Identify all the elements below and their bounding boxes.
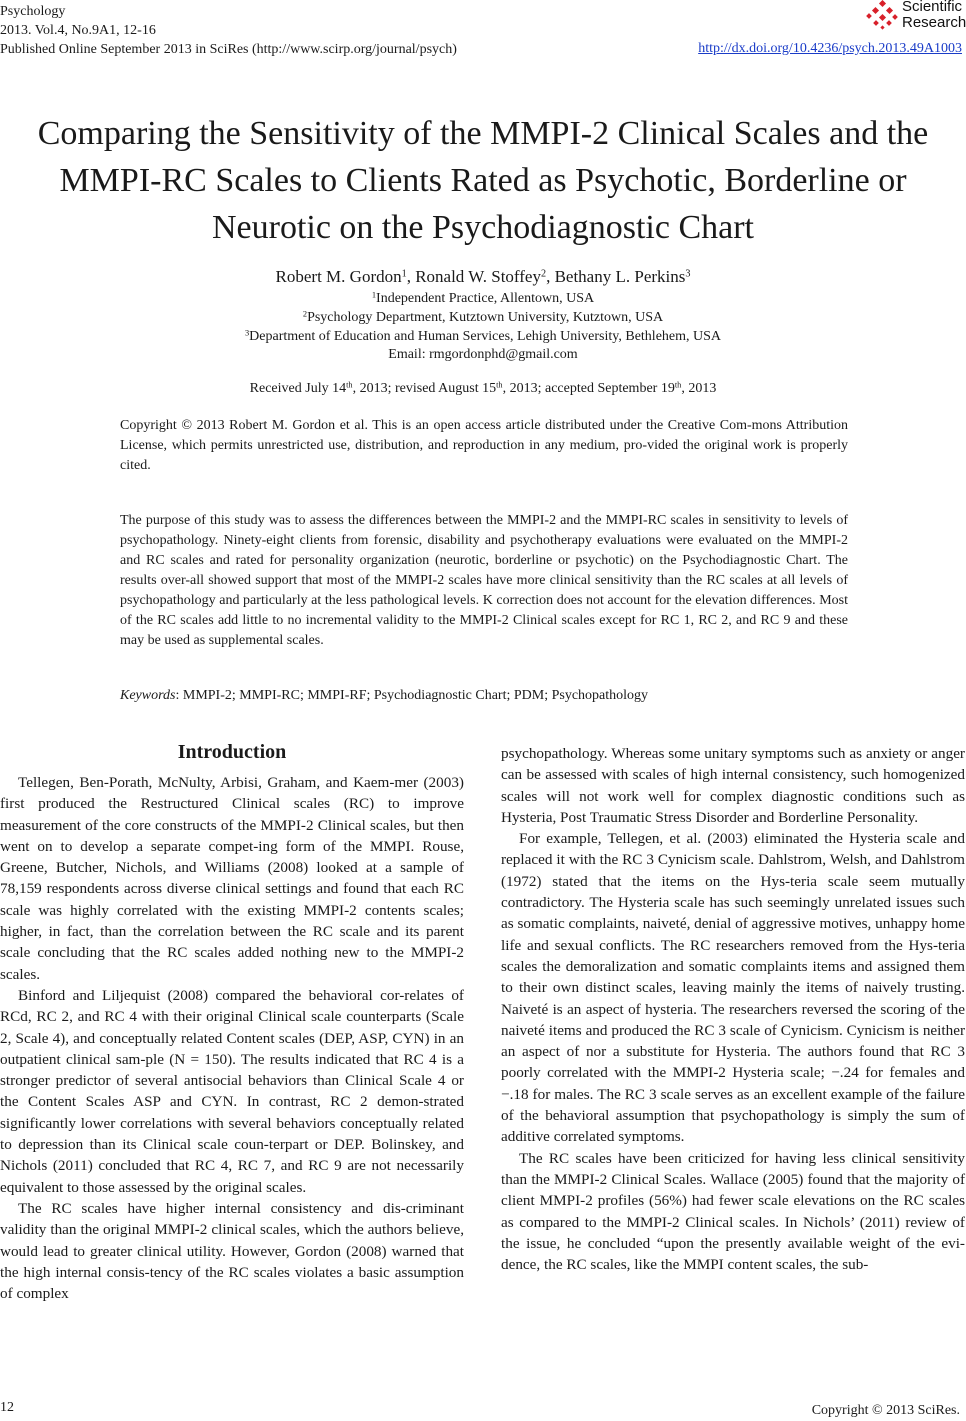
paragraph: The RC scales have been criticized for having less clinical sensitivity than the MMPI-2 Clinical Scales. Wallace (2005) found that the majority of client MMPI-2 profiles (56%) had fewer scale elevations on the RC scales as compared to the MMPI-2 Clinical scales. In Nichols’ (2011) review of the issue, he concluded “upon the presently available weight of the evi-dence, the RC scales, like the MMPI content scales, the sub- bbox=[501, 1149, 965, 1274]
publication-info: Published Online September 2013 in SciRes (http://www.scirp.org/journal/psych) bbox=[0, 42, 457, 57]
journal-name: Psychology bbox=[0, 4, 66, 19]
date-sup: th bbox=[674, 380, 682, 390]
journal-volume: 2013. Vol.4, No.9A1, 12-16 bbox=[0, 23, 156, 38]
author-sup: 1 bbox=[401, 268, 407, 280]
affiliation-sup: 3 bbox=[244, 328, 250, 338]
affiliation-text: Independent Practice, Allentown, USA bbox=[376, 291, 595, 306]
date-sup: th bbox=[346, 380, 353, 390]
logo-text-line1: Scientific bbox=[902, 0, 963, 15]
paragraph: For example, Tellegen, et al. (2003) eliminated the Hysteria scale and replaced it with the RC 3 Cynicism scale. Dahlstrom, Welsh, and Dahlstrom (1972) stated that the items on the Hys-teria scale seem mutually contradictory. The Hysteria scale has such seemingly unrelated issues such as somatic complaints, naiveté, denial of aggressive motives, unhappy home life and sexual conflicts. The RC researchers removed from the Hys-teria scales the demoralization and somatic complaints items and assigned them to their own distinct scales, leaving mainly the items of naively trusting. Naiveté is an aspect of hysteria. The researchers reversed the scoring of the naiveté items and produced the RC 3 scale of Cynicism. Cynicism is neither an aspect of nor a substitute for Hysteria. The authors found that RC 3 poorly correlated with the MMPI-2 Hysteria scale; −.24 for females and −.18 for males. The RC 3 scale serves as an excellent example of the failure of the behavioral assumption that psychopathology is simply the sum of additive correlated symptoms. bbox=[501, 830, 965, 1146]
affiliation bbox=[0, 309, 966, 327]
author-list bbox=[0, 266, 966, 288]
affiliation-text: Department of Education and Human Services, Lehigh University, Bethlehem, USA bbox=[249, 329, 722, 344]
author-name: Ronald W. Stoffey bbox=[415, 267, 541, 286]
date-sup: th bbox=[496, 380, 503, 390]
author-name: Robert M. Gordon bbox=[275, 267, 402, 286]
doi-link[interactable]: http://dx.doi.org/10.4236/psych.2013.49A1003 bbox=[698, 41, 962, 56]
paper-title: Comparing the Sensitivity of the MMPI-2 Clinical Scales and the MMPI-RC Scales to Clients Rated as Psychotic, Borderline or Neurotic on the Psychodiagnostic Chart bbox=[37, 115, 929, 246]
affiliation bbox=[0, 328, 966, 346]
page-number: 12 bbox=[0, 1400, 14, 1415]
logo-mark-icon bbox=[866, 0, 900, 30]
copyright-notice: Copyright © 2013 Robert M. Gordon et al. This is an open access article distributed under the Creative Com-mons Attribution License, which permits unrestricted use, distribution, and reproduction in any medium, pro-vided the original work is properly cited. bbox=[120, 418, 848, 473]
footer-copyright: Copyright © 2013 SciRes. bbox=[811, 1403, 960, 1418]
author-separator: , bbox=[406, 267, 416, 286]
author-name: Bethany L. Perkins bbox=[554, 267, 686, 286]
paragraph: Tellegen, Ben-Porath, McNulty, Arbisi, Graham, and Kaem-mer (2003) first produced the Restructured Clinical scales (RC) to improve measurement of the core constructs of the MMPI-2 Clinical scales, but then went on to develop a separate compet-ing form of the MMPI. Rouse, Greene, Butcher, Nichols, and Williams (2008) looked at a sample of 78,159 respondents across diverse clinical settings and found that each RC scale was highly correlated with the existing MMPI-2 contents scales; higher, in fact, than the correlation between the RC scale and its parent scale concluding that the RC scales added nothing new to the MMPI-2 scales. bbox=[0, 774, 464, 983]
accepted-text: , 2013; accepted September 19 bbox=[502, 381, 675, 396]
logo-text-line2: Research bbox=[902, 14, 966, 31]
received-text: Received July 14 bbox=[249, 381, 347, 396]
keywords-list: : MMPI-2; MMPI-RC; MMPI-RF; Psychodiagnostic Chart; PDM; Psychopathology bbox=[175, 688, 649, 703]
affiliation bbox=[0, 290, 966, 308]
paragraph: The RC scales have higher internal consistency and dis-criminant validity than the original MMPI-2 clinical scales, which the authors believe, would lead to greater clinical utility. However, Gordon (2008) warned that the high internal consis-tency of the RC scales violates a basic assumption of complex bbox=[0, 1199, 464, 1303]
affiliation-text: Psychology Department, Kutztown University, Kutztown, USA bbox=[307, 310, 664, 325]
revised-text: , 2013; revised August 15 bbox=[352, 381, 497, 396]
author-sup: 3 bbox=[685, 268, 691, 280]
author-separator: , bbox=[546, 267, 555, 286]
affiliation-sup: 2 bbox=[302, 309, 308, 319]
section-heading: Introduction bbox=[177, 741, 287, 763]
right-column bbox=[501, 743, 965, 1275]
paragraph: psychopathology. Whereas some unitary symptoms such as anxiety or anger can be assessed with scales of high internal consistency, such homogenized scales will not work well for complex diagnostic conditions such as Hysteria, Post Traumatic Stress Disorder and Borderline Personality. bbox=[501, 745, 965, 826]
received-dates bbox=[0, 381, 966, 397]
paragraph: Binford and Liljequist (2008) compared the behavioral cor-relates of RCd, RC 2, and RC 4 with their original Clinical scale counterparts (Scale 2, Scale 4), and conceptually related Content scales (DEP, ASP, CYN) in an outpatient clinical sam-ple (N = 150). The results indicated that RC 4 is a stronger predictor of several antisocial behaviors than Clinical Scale 4 or the Content Scales ASP and CYN. In contrast, RC 2 demon-strated significantly lower correlations with several behaviors conceptually related to depression than its Clinical scale coun-terpart or DEP. Bolinskey, and Nichols (2011) concluded that RC 4, RC 7, and RC 9 are not necessarily equivalent to those assessed by the original scales. bbox=[0, 986, 464, 1196]
keywords-label: Keywords bbox=[120, 688, 176, 703]
abstract: The purpose of this study was to assess the differences between the MMPI-2 and the MMPI-RC scales in sensitivity to levels of psychopathology. Ninety-eight clients from forensic, disability and psychotherapy evaluations were evaluated on the MMPI-2 and RC scales and rated for personality organization (neurotic, borderline or psychotic) on the Psychodiagnostic Chart. The results over-all showed support that most of the MMPI-2 scales have more clinical sensitivity than the RC scales at all levels of psychopathology and particularly at the less pathological levels. K correction does not account for the elevation differences. Most of the RC scales add little to no incremental validity to the MMPI-2 Clinical scales except for RC 1, RC 2, and RC 9 and these may be used as supplemental scales. bbox=[120, 513, 848, 648]
author-sup: 2 bbox=[540, 268, 547, 280]
scientific-research-logo bbox=[866, 0, 966, 34]
left-column bbox=[0, 740, 464, 1304]
author-email: Email: rmgordonphd@gmail.com bbox=[388, 347, 578, 362]
keywords bbox=[120, 686, 848, 706]
affiliation-sup: 1 bbox=[371, 290, 377, 300]
year-text: , 2013 bbox=[681, 381, 717, 396]
